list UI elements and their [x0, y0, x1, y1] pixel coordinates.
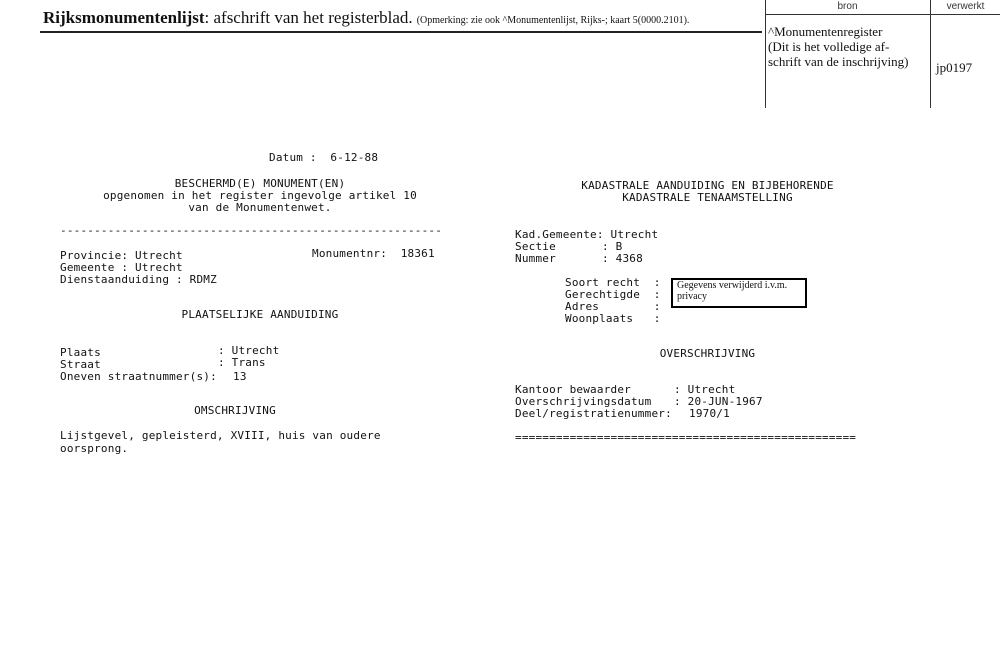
kad-gemeente: Kad.Gemeente: Utrecht: [515, 228, 659, 241]
title-bold: Rijksmonumentenlijst: [43, 8, 205, 27]
overschrijvingsdatum-label: Overschrijvingsdatum: [515, 395, 652, 408]
plaats-label: Plaats: [60, 346, 101, 359]
header: [0, 0, 765, 40]
gemeente: Gemeente : Utrecht: [60, 261, 183, 274]
deel-value: 1970/1: [689, 407, 730, 420]
table-border-left: [765, 0, 766, 108]
privacy-redaction-box: [671, 278, 807, 308]
source-table: [765, 0, 1000, 108]
nummer-label: Nummer: [515, 252, 556, 265]
separator-dash: --------------------------------------------------------: [60, 224, 443, 237]
omschrijving-line-2: oorsprong.: [60, 442, 129, 455]
monumentnr-value: 18361: [400, 247, 435, 260]
separator-equals: ==================================================: [515, 431, 857, 444]
woonplaats: Woonplaats :: [565, 312, 661, 325]
datum-row: [269, 152, 378, 164]
plaatselijke-heading: PLAATSELIJKE AANDUIDING: [181, 308, 339, 321]
datum-label: Datum :: [269, 151, 317, 164]
kadastrale-heading-1: KADASTRALE AANDUIDING EN BIJBEHORENDE: [581, 179, 834, 192]
bron-line: schrift van de inschrijving): [768, 54, 909, 69]
nummer-value: : 4368: [602, 252, 643, 265]
sectie-label: Sectie: [515, 240, 556, 253]
overschrijvingsdatum-value: : 20-JUN-1967: [674, 395, 763, 408]
page-title: [43, 8, 689, 28]
provincie: Provincie: Utrecht: [60, 249, 183, 262]
column-header-verwerkt: verwerkt: [946, 1, 985, 12]
overschrijving-heading: OVERSCHRIJVING: [659, 347, 756, 360]
title-note: (Opmerking: zie ook ^Monumentenlijst, Rijks-; kaart 5(0000.2101).: [416, 15, 690, 26]
bron-line: (Dit is het volledige af-: [768, 39, 890, 54]
title-underline: [40, 31, 762, 33]
kantoor-label: Kantoor bewaarder: [515, 383, 631, 396]
heading-line-2: opgenomen in het register ingevolge artikel 10: [103, 189, 417, 202]
column-header-bron: bron: [837, 1, 858, 12]
deel-label: Deel/registratienummer:: [515, 407, 672, 420]
verwerkt-value: jp0197: [936, 60, 973, 75]
redaction-text: Gegevens verwijderd i.v.m. privacy: [677, 280, 788, 302]
plaats-value: : Utrecht: [218, 344, 280, 357]
oneven-value: 13: [233, 370, 247, 383]
heading-line-3: van de Monumentenwet.: [188, 201, 332, 214]
bron-value: [768, 24, 933, 69]
gerechtigde: Gerechtigde :: [565, 288, 661, 301]
sectie-value: : B: [602, 240, 623, 253]
omschrijving-heading: OMSCHRIJVING: [194, 404, 276, 417]
straat-value: : Trans: [218, 356, 266, 369]
soort-recht: Soort recht :: [565, 276, 661, 289]
oneven-label: Oneven straatnummer(s):: [60, 370, 217, 383]
adres: Adres :: [565, 300, 661, 313]
dienstaanduiding: Dienstaanduiding : RDMZ: [60, 273, 217, 286]
table-header-divider: [765, 14, 1000, 15]
heading-line-1: BESCHERMD(E) MONUMENT(EN): [174, 177, 346, 190]
datum-value: 6-12-88: [330, 151, 379, 164]
omschrijving-line-1: Lijstgevel, gepleisterd, XVIII, huis van oudere: [60, 429, 381, 442]
title-rest: : afschrift van het registerblad.: [204, 8, 413, 27]
kantoor-value: : Utrecht: [674, 383, 736, 396]
monumentnr-row: [312, 248, 435, 260]
straat-label: Straat: [60, 358, 101, 371]
bron-line: ^Monumentenregister: [768, 24, 883, 39]
kadastrale-heading-2: KADASTRALE TENAAMSTELLING: [622, 191, 793, 204]
monumentnr-label: Monumentnr:: [312, 247, 388, 260]
